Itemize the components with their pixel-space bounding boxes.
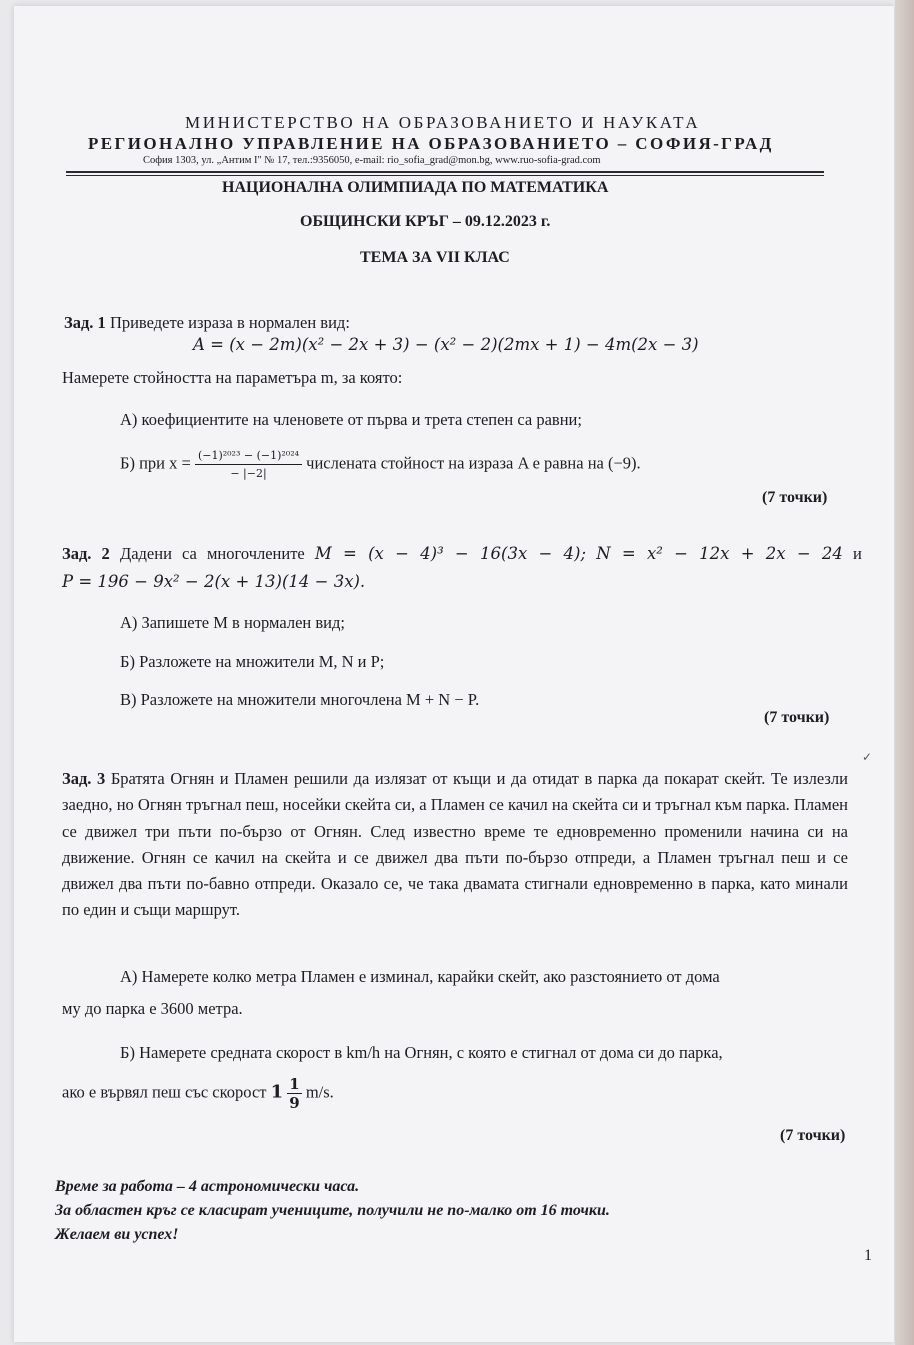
task2-line1	[62, 544, 862, 564]
regional-office-heading: РЕГИОНАЛНО УПРАВЛЕНИЕ НА ОБРАЗОВАНИЕТО – СОФИЯ-ГРАД	[88, 134, 774, 153]
task2-polynomial-p: P = 196 − 9x² − 2(x + 13)(14 − 3x).	[62, 572, 366, 591]
task3-text	[62, 766, 848, 924]
exam-sheet	[14, 6, 894, 1342]
task3-part-b-line2	[62, 1075, 334, 1112]
task3-part-a-line1: А) Намерете колко метра Пламен е изминал, карайки скейт, ако разстоянието от дома	[120, 967, 720, 986]
task1-intro	[64, 313, 350, 333]
task3-b-prefix: ако е вървял пеш със скорост	[62, 1082, 267, 1102]
olympiad-title: НАЦИОНАЛНА ОЛИМПИАДА ПО МАТЕМАТИКА	[222, 179, 609, 196]
task3-b-numerator: 1	[289, 1075, 300, 1093]
task2-polynomial-m: M = (x − 4)³ − 16(3x − 4);	[314, 544, 587, 563]
task1-label: Зад. 1	[64, 313, 106, 332]
task3-part-a-line2: му до парка е 3600 метра.	[62, 999, 243, 1018]
task1-formula: A = (x − 2m)(x² − 2x + 3) − (x² − 2)(2mx + 1) − 4m(2x − 3)	[193, 335, 699, 354]
task3-b-denominator: 9	[289, 1094, 300, 1112]
task1-intro-text: Приведете израза в нормален вид:	[109, 313, 350, 332]
header-rule-thin	[66, 175, 824, 176]
task3-b-unit: m/s.	[305, 1082, 334, 1102]
task1-find: Намерете стойността на параметъра m, за която:	[62, 368, 403, 387]
round-title: ОБЩИНСКИ КРЪГ – 09.12.2023 г.	[300, 213, 551, 230]
task1-b-suffix: числената стойност на израза A е равна на (−9).	[306, 453, 641, 473]
task3-b-whole: 1	[270, 1081, 284, 1103]
task2-part-c: В) Разложете на множители многочлена M + N − P.	[120, 690, 480, 709]
task2-polynomial-n: N = x² − 12x + 2x − 24	[596, 544, 843, 563]
ministry-heading: МИНИСТЕРСТВО НА ОБРАЗОВАНИЕТО И НАУКАТА	[185, 113, 701, 132]
header-rule-thick	[66, 171, 824, 173]
task3-body: Братята Огнян и Пламен решили да излязат от къщи и да отидат в парка да покарат скейт. Те излезли заедно, но Огнян тръгнал пеш, носейки скейта си, а Пламен се качил на скейта си и тръгнал към парка. Пламен се движел три пъти по-бързо от Огнян. След известно време те едновременно променили начина си на движение. Огнян се качил на скейта и се движел два пъти по-бързо отпреди, а Пламен тръгнал пеш и се движел два пъти по-бавно отпреди. Оказало се, че така двамата стигнали едновременно в парка, като минали по един и същи маршрут.	[62, 769, 848, 920]
footer-wish: Желаем ви успех!	[55, 1226, 179, 1243]
office-address: София 1303, ул. „Антим I" № 17, тел.:9356050, e-mail: rio_sofia_grad@mon.bg, www.ruo-sofia-grad.com	[143, 155, 601, 166]
task2-part-b: Б) Разложете на множители M, N и P;	[120, 652, 385, 671]
page-number: 1	[864, 1247, 872, 1264]
task3-part-b-line1: Б) Намерете средната скорост в km/h на Огнян, с която е стигнал от дома си до парка,	[120, 1043, 723, 1062]
task2-intro-text: Дадени са многочлените	[119, 544, 305, 563]
task1-points: (7 точки)	[762, 489, 828, 506]
task2-and: и	[853, 544, 862, 563]
background-edge	[895, 0, 914, 1345]
task2-part-a: А) Запишете M в нормален вид;	[120, 613, 345, 632]
footer-time: Време за работа – 4 астрономически часа.	[55, 1178, 360, 1195]
pen-tick-mark: ✓	[862, 750, 873, 764]
task2-label: Зад. 2	[62, 544, 110, 563]
task1-b-prefix: Б) при x =	[120, 453, 191, 473]
task3-b-fraction	[287, 1075, 301, 1112]
task2-points: (7 точки)	[764, 709, 830, 726]
task3-points: (7 точки)	[780, 1127, 846, 1144]
grade-title: ТЕМА ЗА VII КЛАС	[360, 249, 510, 266]
task1-b-numerator: (−1)²⁰²³ − (−1)²⁰²⁴	[195, 449, 302, 465]
task1-part-a: А) коефициентите на членовете от първа и трета степен са равни;	[120, 410, 582, 429]
task1-b-denominator: − |−2|	[230, 467, 267, 480]
footer-qualify: За областен кръг се класират учениците, получили не по-малко от 16 точки.	[55, 1202, 610, 1219]
task1-part-b	[120, 449, 641, 480]
task1-b-fraction	[195, 449, 302, 480]
task3-label: Зад. 3	[62, 769, 106, 788]
